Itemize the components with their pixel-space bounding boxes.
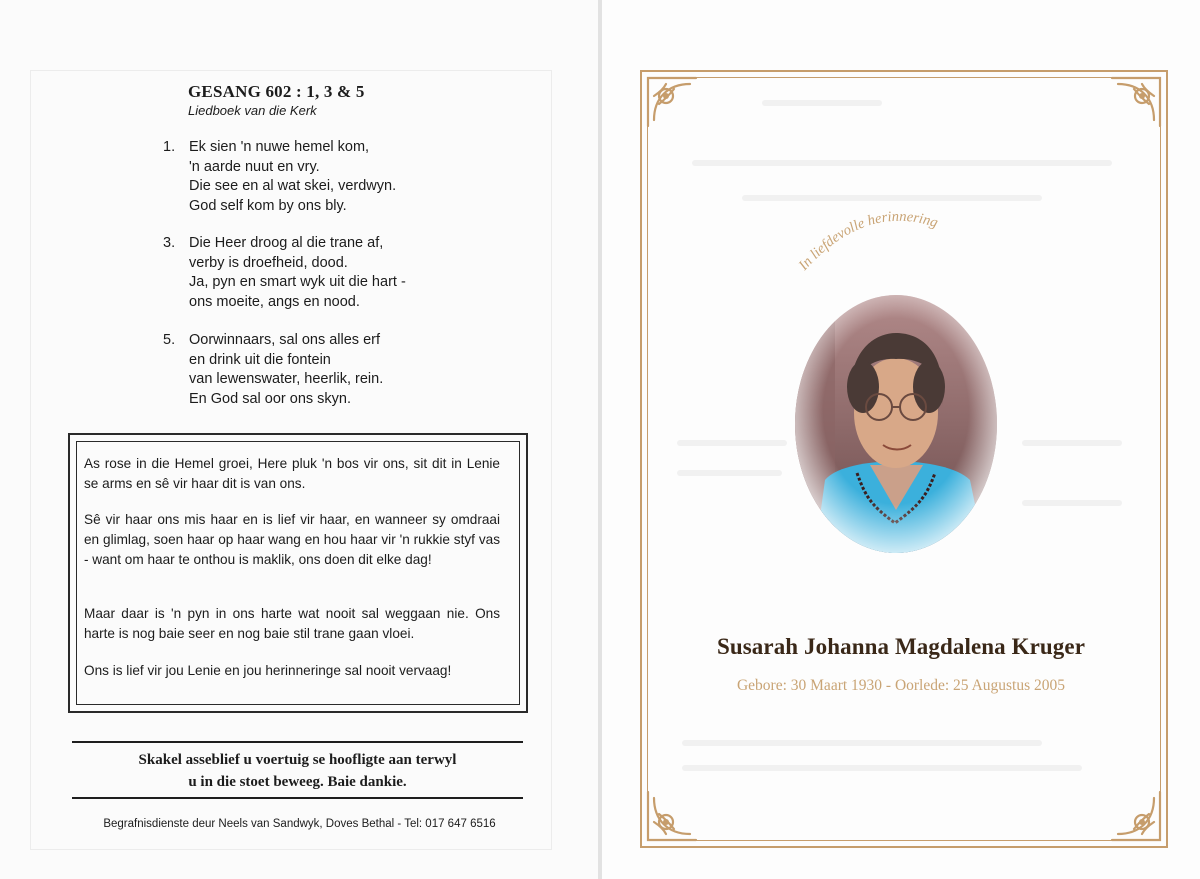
verse-line: God self kom by ons bly. — [189, 197, 347, 214]
left-page — [0, 0, 598, 879]
hymn-title: GESANG 602 : 1, 3 & 5 — [188, 82, 365, 101]
headlights-notice — [72, 741, 523, 799]
verse-line: 'n aarde nuut en vry. — [189, 158, 320, 175]
corner-ornament-icon — [1108, 788, 1164, 844]
poem-box — [68, 433, 528, 713]
verse-line: Oorwinnaars, sal ons alles erf — [189, 332, 380, 348]
memorial-heading — [782, 190, 1002, 280]
deceased-name: Susarah Johanna Magdalena Kruger — [716, 634, 1086, 659]
notice-line: Skakel asseblief u voertuig se hoofligte aan terwyl — [138, 752, 457, 768]
corner-ornament-icon — [1108, 74, 1164, 130]
corner-ornament-icon — [644, 788, 700, 844]
poem-paragraph: Maar daar is 'n pyn in ons harte wat nooit sal weggaan nie. Ons harte is nog baie seer en nog baie stil trane gaan vloei. — [84, 606, 500, 641]
verse-number: 1. — [163, 139, 176, 155]
verse-number: 5. — [163, 332, 176, 348]
portrait-photo — [795, 295, 997, 553]
verse-line: van lewenswater, heerlik, rein. — [189, 371, 384, 387]
funeral-services-credit: Begrafnisdienste deur Neels van Sandwyk, Doves Bethal - Tel: 017 647 6516 — [103, 818, 496, 830]
verse-line: ons moeite, angs en nood. — [189, 293, 360, 310]
verse-number: 3. — [163, 235, 176, 251]
poem-paragraph: Ons is lief vir jou Lenie en jou herinneringe sal nooit vervaag! — [84, 663, 452, 678]
hymn-source: Liedboek van die Kerk — [188, 103, 317, 118]
svg-text:In liefdevolle herinnering — [795, 209, 940, 275]
verse-line: Die Heer droog al die trane af, — [189, 235, 384, 251]
verse-line: Ja, pyn en smart wyk uit die hart - — [189, 274, 406, 290]
birth-death-dates: Gebore: 30 Maart 1930 - Oorlede: 25 Augustus 2005 — [736, 677, 1066, 694]
notice-line: u in die stoet beweeg. Baie dankie. — [188, 774, 407, 790]
verse-line: Die see en al wat skei, verdwyn. — [189, 178, 397, 194]
memorial-heading-text: In liefdevolle herinnering — [795, 208, 940, 274]
verse-line: Ek sien 'n nuwe hemel kom, — [189, 139, 370, 155]
corner-ornament-icon — [644, 74, 700, 130]
verse-line: En God sal oor ons skyn. — [189, 390, 351, 407]
right-page — [602, 0, 1200, 879]
verse-line: verby is droefheid, dood. — [189, 254, 348, 271]
poem-paragraph: Sê vir haar ons mis haar en is lief vir haar, en wanneer sy omdraai en glimlag, soen haar op haar wang en hou haar vir 'n rukkie styf vas - want om haar te onthou is maklik, ons doen dit elke dag! — [84, 512, 500, 567]
verse-line: en drink uit die fontein — [189, 351, 331, 368]
poem-paragraph: As rose in die Hemel groei, Here pluk 'n bos vir ons, sit dit in Lenie se arms en sê vir haar dit is van ons. — [84, 456, 500, 491]
